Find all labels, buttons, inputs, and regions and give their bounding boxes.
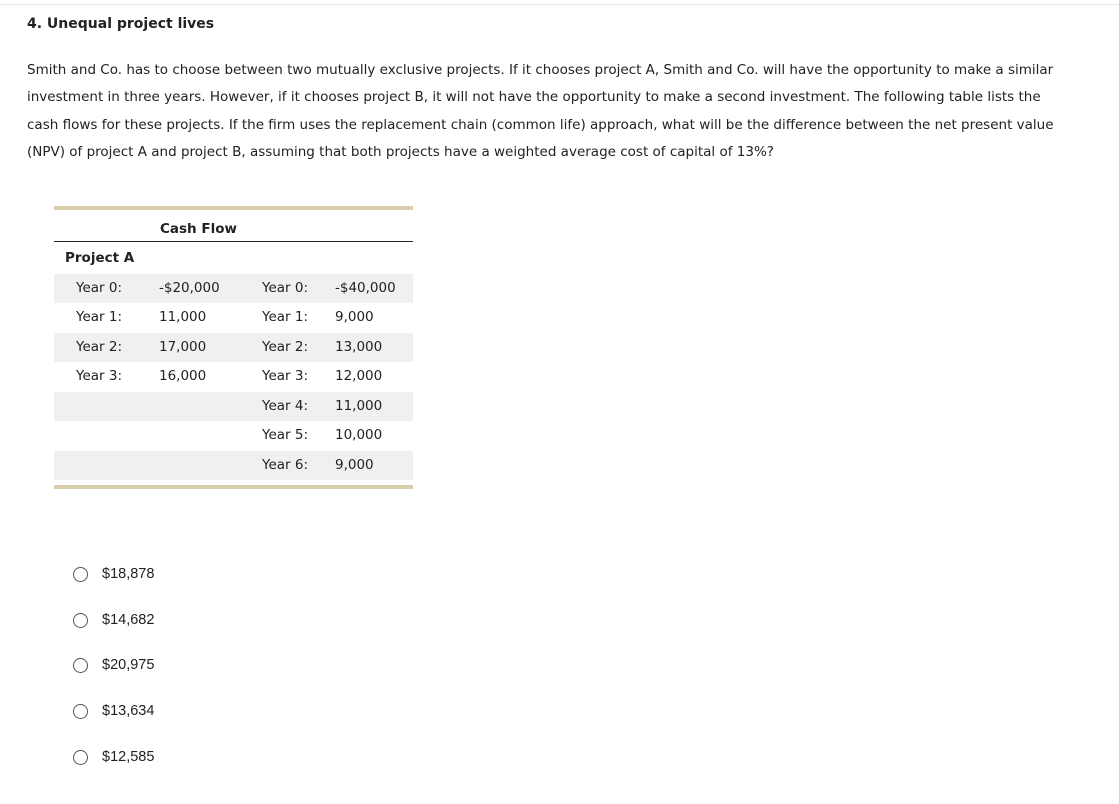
project-a-year: Year 3: — [76, 368, 123, 384]
question-text: Smith and Co. has to choose between two mutually exclusive projects. If it chooses project A, Smith and Co. will have the opportunity to make a similar investment in three years. However, if it chooses project B, it will not have the opportunity to make a second investment. The following table lists the cash flows for these projects. If the firm uses the replacement chain (common life) approach, what will be the difference between the net present value (NPV) of project A and project B, assuming that both projects have a weighted average cost of capital of 13%? — [27, 62, 1054, 160]
radio-button[interactable] — [73, 567, 88, 582]
project-a-year: Year 0: — [76, 280, 123, 296]
top-divider — [0, 4, 1119, 5]
table-top-rule — [54, 206, 413, 210]
answer-option[interactable] — [73, 748, 154, 794]
table-row — [54, 362, 413, 391]
project-a-value: 16,000 — [159, 368, 207, 384]
cash-flow-header: Cash Flow — [160, 221, 237, 237]
header-underline — [54, 241, 413, 242]
project-b-value: -$40,000 — [335, 280, 396, 296]
radio-button[interactable] — [73, 658, 88, 673]
project-a-value: -$20,000 — [159, 280, 220, 296]
project-b-value: 9,000 — [335, 457, 374, 473]
project-b-value: 12,000 — [335, 368, 383, 384]
table-row — [54, 392, 413, 421]
answer-option[interactable] — [73, 656, 154, 702]
question-title: 4. Unequal project lives — [27, 16, 215, 32]
answer-option-label[interactable]: $14,682 — [102, 611, 155, 628]
answer-option-label[interactable]: $20,975 — [102, 657, 155, 674]
radio-button[interactable] — [73, 704, 88, 719]
answer-option[interactable] — [73, 611, 154, 657]
table-row — [54, 451, 413, 480]
project-a-value: 11,000 — [159, 309, 207, 325]
radio-button[interactable] — [73, 750, 88, 765]
project-b-year: Year 5: — [262, 427, 309, 443]
project-b-value: 10,000 — [335, 427, 383, 443]
answer-option[interactable] — [73, 565, 154, 611]
answer-option[interactable] — [73, 702, 154, 748]
project-b-year: Year 0: — [262, 280, 309, 296]
project-b-year: Year 6: — [262, 457, 309, 473]
answer-option-label[interactable]: $18,878 — [102, 566, 155, 582]
project-a-year: Year 2: — [76, 339, 123, 355]
project-b-value: 11,000 — [335, 398, 383, 414]
answer-option-label[interactable]: $12,585 — [102, 748, 155, 765]
table-bottom-rule — [54, 485, 413, 489]
project-b-year: Year 2: — [262, 339, 309, 355]
project-a-value: 17,000 — [159, 339, 207, 355]
table-row — [54, 333, 413, 362]
cash-flow-table — [54, 206, 413, 490]
table-row — [54, 421, 413, 450]
project-b-year: Year 1: — [262, 309, 309, 325]
project-a-label: Project A — [65, 250, 135, 266]
project-b-value: 9,000 — [335, 309, 374, 325]
project-b-value: 13,000 — [335, 339, 383, 355]
radio-button[interactable] — [73, 613, 88, 628]
answer-option-label[interactable]: $13,634 — [102, 703, 155, 720]
project-b-year: Year 4: — [262, 398, 309, 414]
answer-options — [73, 565, 154, 793]
table-row — [54, 303, 413, 332]
table-row — [54, 274, 413, 303]
project-b-year: Year 3: — [262, 368, 309, 384]
project-a-year: Year 1: — [76, 309, 123, 325]
